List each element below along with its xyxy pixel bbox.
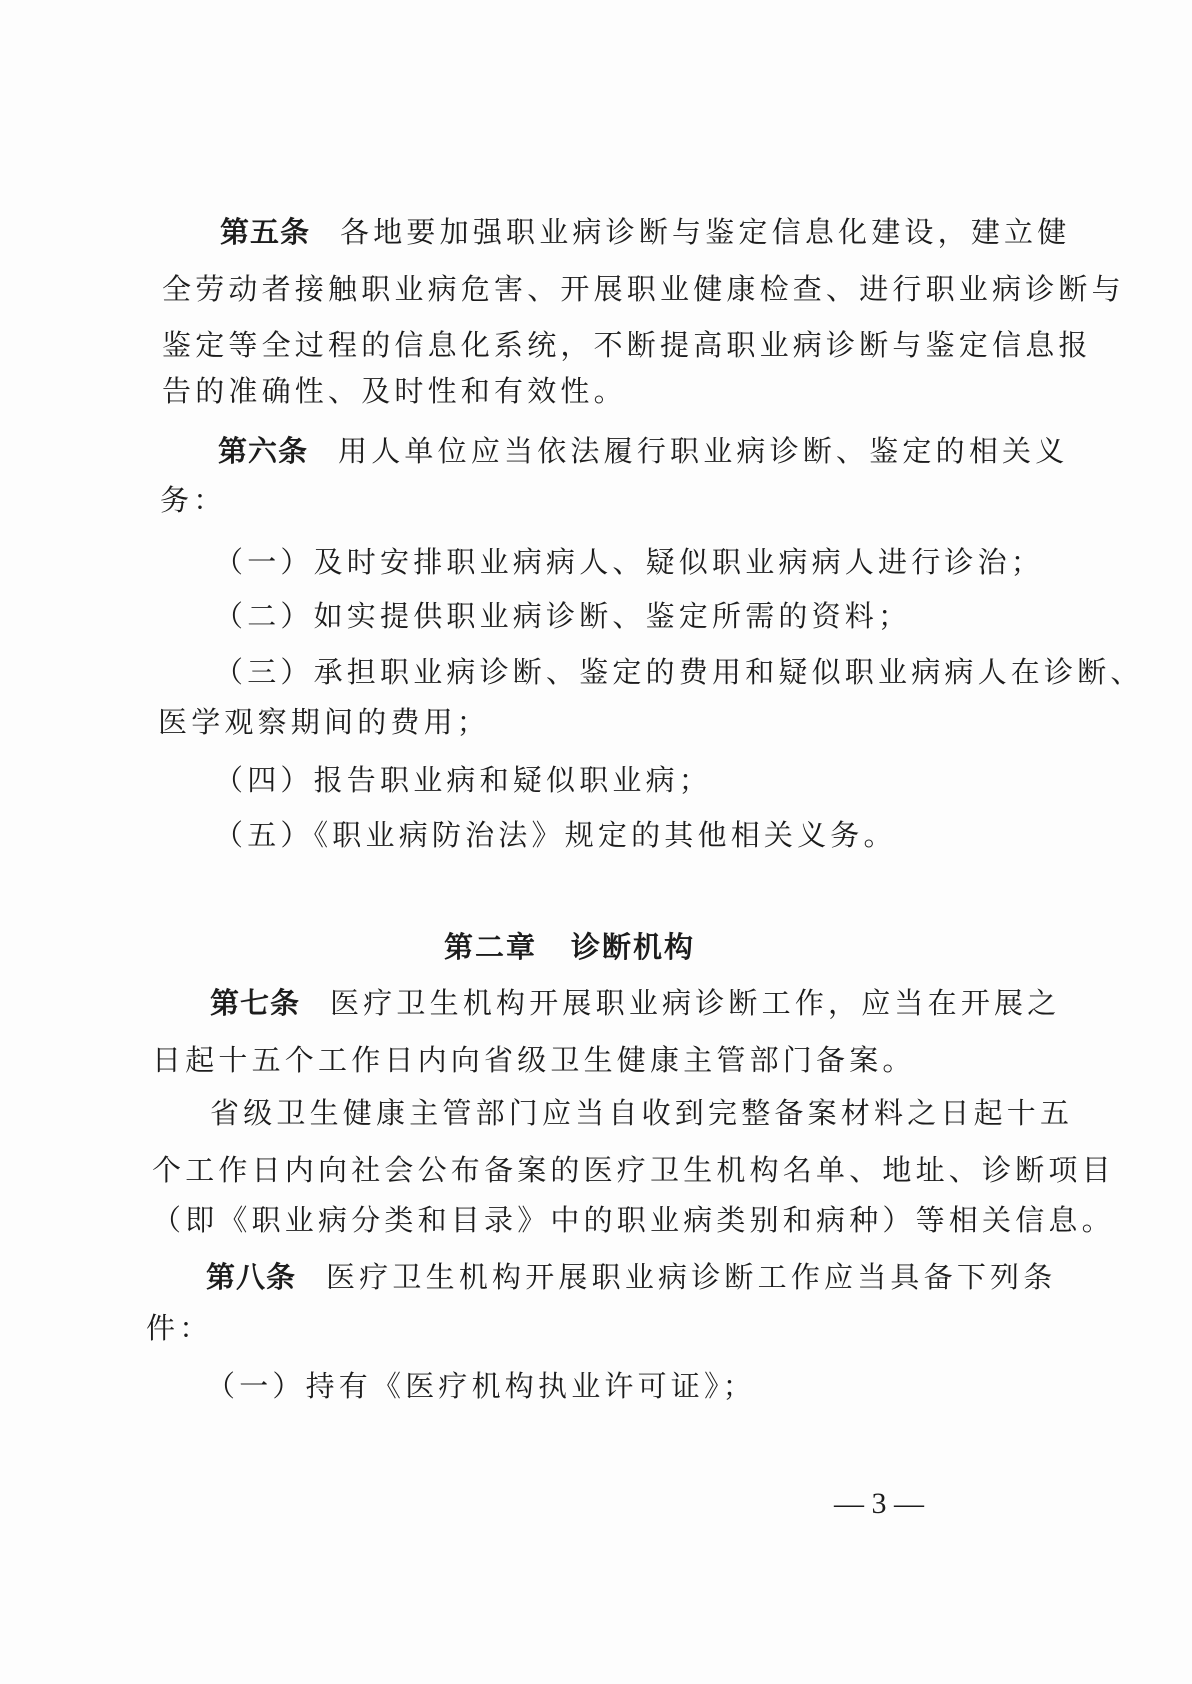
article-5-line-4: 告的准确性、及时性和有效性。 [162,374,627,408]
page-number: — 3 — [834,1487,924,1520]
article-8-line-2: 件： [146,1311,213,1345]
article-7-line-2: 日起十五个工作日内向省级卫生健康主管部门备案。 [152,1043,916,1077]
article-6-line-1 [218,431,1068,471]
article-6-item-1: （一）及时安排职业病病人、疑似职业病病人进行诊治； [214,545,1045,579]
article-5-heading: 第五条 [220,215,311,249]
article-8-text: 医疗卫生机构开展职业病诊断工作应当具备下列条 [326,1260,1057,1294]
article-7-heading: 第七条 [210,986,301,1020]
article-5-text: 各地要加强职业病诊断与鉴定信息化建设，建立健 [340,215,1071,249]
article-8-line-1 [206,1257,1056,1297]
article-6-item-3-cont: 医学观察期间的费用； [158,705,491,739]
article-6-text: 用人单位应当依法履行职业病诊断、鉴定的相关义 [338,434,1069,468]
article-7-p2-line-1: 省级卫生健康主管部门应当自收到完整备案材料之日起十五 [210,1096,1074,1130]
article-8-heading: 第八条 [206,1260,297,1294]
article-7-line-1 [210,983,1060,1023]
article-5-line-2: 全劳动者接触职业病危害、开展职业健康检查、进行职业病诊断与 [162,272,1125,306]
article-7-text: 医疗卫生机构开展职业病诊断工作，应当在开展之 [330,986,1061,1020]
article-7-p2-line-2: 个工作日内向社会公布备案的医疗卫生机构名单、地址、诊断项目 [152,1153,1115,1187]
article-7-p2-line-3: （即《职业病分类和目录》中的职业病类别和病种）等相关信息。 [152,1203,1115,1237]
chapter-number: 第二章 [444,930,538,964]
article-6-item-4: （四）报告职业病和疑似职业病； [214,763,713,797]
chapter-title: 诊断机构 [571,930,696,964]
article-5-line-3: 鉴定等全过程的信息化系统，不断提高职业病诊断与鉴定信息报 [162,328,1092,362]
article-8-item-1: （一）持有《医疗机构执业许可证》； [206,1369,756,1403]
article-6-item-3: （三）承担职业病诊断、鉴定的费用和疑似职业病病人在诊断、 [214,655,1144,689]
article-6-item-2: （二）如实提供职业病诊断、鉴定所需的资料； [214,599,912,633]
article-5-line-1 [220,212,1070,252]
article-6-item-5: （五）《职业病防治法》规定的其他相关义务。 [214,818,897,852]
article-6-line-2: 务： [160,483,227,517]
chapter-heading [444,927,695,967]
article-6-heading: 第六条 [218,434,309,468]
